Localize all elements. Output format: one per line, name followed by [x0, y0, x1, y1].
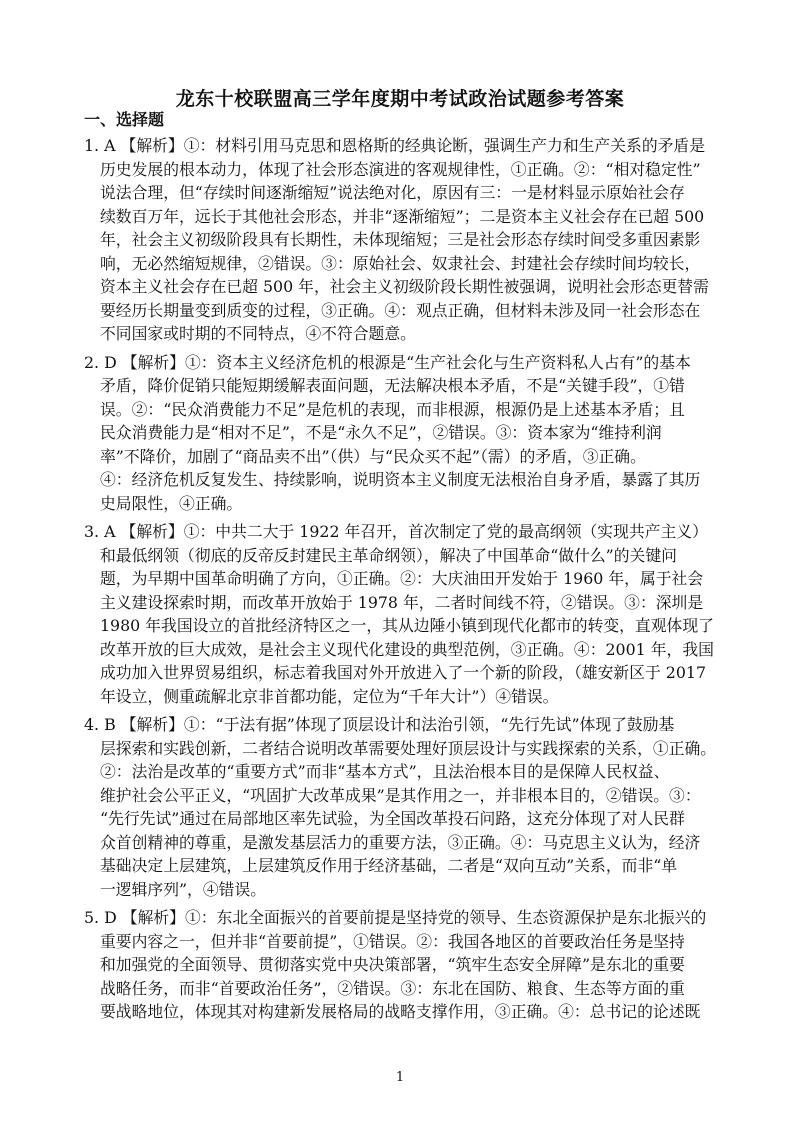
text-line: 层探索和实践创新，二者结合说明改革需要处理好顶层设计与实践探索的关系，①正确。: [100, 738, 717, 758]
question-2: [84, 351, 724, 516]
text-line: “先行先试”通过在局部地区率先试验，为全国改革投石问路，这充分体现了对人民群: [100, 809, 685, 828]
text-line: ②：法治是改革的“重要方式”而非“基本方式”，且法治根本目的是保障人民权益、: [100, 762, 670, 781]
text-line: 误。②：“民众消费能力不足”是危机的表现，而非根源，根源仍是上述基本矛盾；且: [100, 399, 685, 419]
text-line: 资本主义社会存在已超 500 年，社会主义初级阶段长期性被强调，说明社会形态更替需: [100, 277, 709, 296]
text-line: ④：经济危机反复发生、持续影响，说明资本主义制度无法根治自身矛盾，暴露了其历: [100, 470, 701, 489]
question-4: [84, 713, 724, 901]
text-line: 2. D 【解析】①：资本主义经济危机的根源是“生产社会化与生产资料私人占有”的基本: [84, 352, 691, 372]
text-line: 矛盾，降价促销只能短期缓解表面问题，无法解决根本矛盾，不是“关键手段”，①错: [100, 376, 685, 395]
text-line: 说法合理，但“存续时间逐渐缩短”说法绝对化，原因有三：一是材料显示原始社会存: [100, 183, 685, 202]
text-line: 4. B 【解析】①：“于法有据”体现了顶层设计和法治引领，“先行先试”体现了鼓励基: [84, 715, 675, 734]
text-line: 和最低纲领（彻底的反帝反封建民主革命纲领），解决了中国革命“做什么”的关键问: [100, 545, 677, 565]
text-line: 战略任务，而非“首要政治任务”，②错误。③：东北在国防、粮食、生态等方面的重: [100, 978, 685, 998]
text-line: 主义建设探索时期，而改革开放始于 1978 年，二者时间线不符，②错误。③：深圳是: [100, 592, 704, 612]
text-line: 众首创精神的尊重，是激发基层活力的重要方法，③正确。④：马克思主义认为，经济: [100, 832, 701, 852]
section-heading: 一、选择题: [84, 110, 165, 129]
text-line: 维护社会公平正义，“巩固扩大改革成果”是其作用之一，并非根本目的，②错误。③：: [100, 785, 701, 805]
text-line: 年设立，侧重疏解北京非首都功能，定位为“千年大计”）④错误。: [100, 686, 559, 706]
text-line: 续数百万年，远长于其他社会形态，并非“逐渐缩短”；二是资本主义社会存在已超 500: [100, 206, 705, 226]
text-line: 史局限性，④正确。: [100, 493, 243, 513]
text-line: 历史发展的根本动力，体现了社会形态演进的客观规律性，①正确。②：“相对稳定性”: [100, 159, 701, 179]
text-line: 率”不降价，加剧了“商品卖不出”（供）与“民众买不起”（需）的矛盾，③正确。: [100, 446, 646, 466]
text-line: 响，无必然缩短规律，②错误。③：原始社会、奴隶社会、封建社会存续时间均较长，: [100, 253, 701, 273]
text-line: 5. D 【解析】①：东北全面振兴的首要前提是坚持党的领导、生态资源保护是东北振兴的: [84, 908, 707, 927]
text-line: 要经历长期量变到质变的过程，③正确。④：观点正确，但材料未涉及同一社会形态在: [100, 300, 701, 320]
text-line: 改革开放的巨大成效，是社会主义现代化建设的典型范例，③正确。④：2001 年，我国: [100, 639, 714, 659]
question-3: [84, 520, 724, 708]
document-title: 龙东十校联盟高三学年度期中考试政治试题参考答案: [175, 88, 625, 110]
text-line: 3. A 【解析】①：中共二大于 1922 年召开，首次制定了党的最高纲领（实现共产主义）: [84, 522, 708, 541]
text-line: 基础决定上层建筑，上层建筑反作用于经济基础，二者是“双向互动”关系，而非“单: [100, 856, 678, 875]
question-5: [84, 906, 724, 1024]
text-line: 年，社会主义初级阶段具有长期性，未体现缩短；三是社会形态存续时间受多重因素影: [100, 230, 701, 249]
text-line: 一逻辑序列”，④错误。: [100, 879, 267, 899]
text-line: 要战略地位，体现其对构建新发展格局的战略支撑作用，③正确。④：总书记的论述既: [100, 1002, 701, 1021]
answer-body: [84, 134, 724, 1029]
text-line: 题，为早期中国革命明确了方向，①正确。②：大庆油田开发始于 1960 年，属于社会: [100, 569, 704, 588]
question-1: [84, 134, 724, 346]
text-line: 和加强党的全面领导、贯彻落实党中央决策部署，“筑牢生态安全屏障”是东北的重要: [100, 955, 685, 974]
text-line: 成功加入世界贸易组织，标志着我国对外开放进入了一个新的阶段，（雄安新区于 2017: [100, 663, 707, 682]
text-line: 1980 年我国设立的首批经济特区之一，其从边陲小镇到现代化都市的转变，直观体现了: [100, 616, 714, 635]
text-line: 重要内容之一，但并非“首要前提”，①错误。②：我国各地区的首要政治任务是坚持: [100, 931, 685, 951]
text-line: 1. A 【解析】①：材料引用马克思和恩格斯的经典论断，强调生产力和生产关系的矛盾是: [84, 136, 706, 155]
text-line: 民众消费能力是“相对不足”，不是“永久不足”，②错误。③：资本家为“维持利润: [100, 423, 662, 442]
text-line: 不同国家或时期的不同特点，④不符合题意。: [100, 324, 416, 343]
page-number: 1: [395, 1070, 405, 1085]
